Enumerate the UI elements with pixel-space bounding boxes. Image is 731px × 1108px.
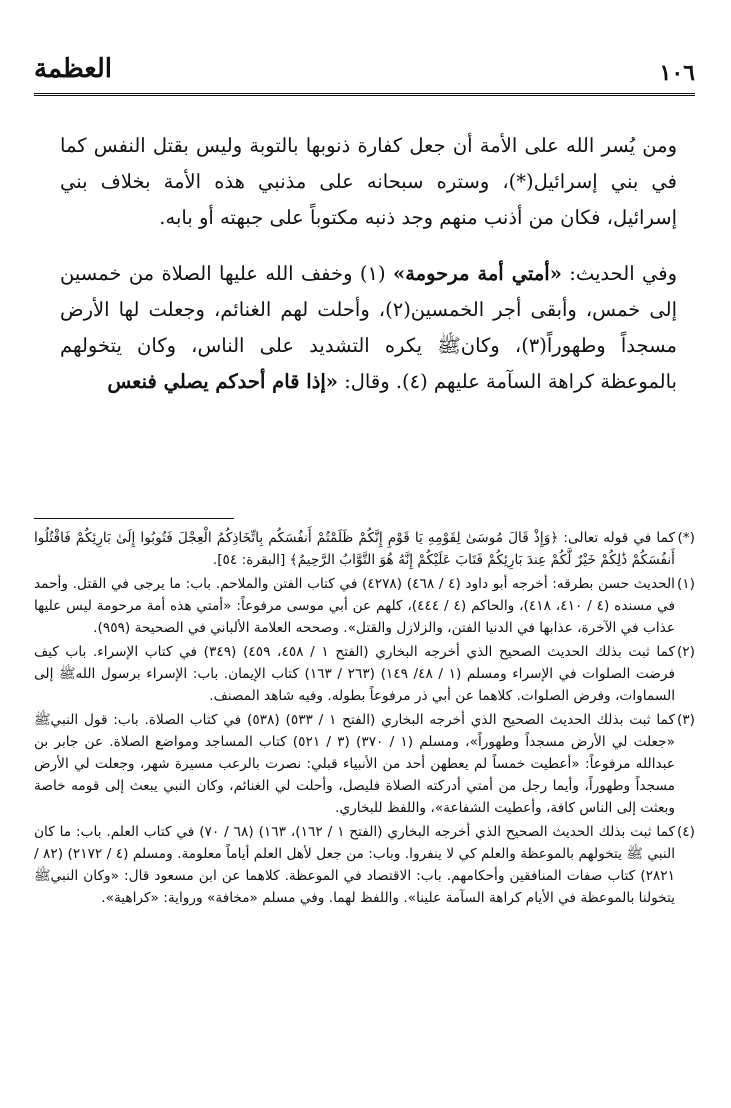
footnote-3 [34, 709, 695, 819]
hadith-quote-1: «أمتي أمة مرحومة» [393, 262, 562, 285]
footnote-4 [34, 821, 695, 909]
page-number: ١٠٦ [659, 60, 695, 86]
footnote-separator [34, 518, 234, 519]
footnote-marker: (١) [676, 576, 695, 592]
footnote-2 [34, 641, 695, 707]
paragraph-2-body: (١) وخفف الله عليها الصلاة من خمسين إلى خمس، وأبقى أجر الخمسين(٢)، وأحلت لهم الغنائم، وجعلت لها الأرض مسجداً وطهوراً(٣)، وكانﷺ يكره التشديد على الناس، وكان يتخولهم بالموعظة كراهة السآمة عليهم (٤). وقال: [60, 262, 677, 393]
footnote-text: كما ثبت بذلك الحديث الصحيح الذي أخرجه البخاري (الفتح ١ / ١٦٢)، ١٦٣) (٦٨ / ٧٠) في كتاب العلم. باب: ما كان النبي ﷺ يتخولهم بالموعظة والعلم كي لا ينفروا. وباب: من جعل لأهل العلم أياماً معلومة. ومسلم (٤ / ٢١٧٢) (٨٢ / ٢٨٢١) كتاب صفات المنافقين وأحكامهم. باب: الاقتصاد في الموعظة. كلاهما عن ابن مسعود قال: «وكان النبيﷺ يتخولنا بالموعظة في الأيام كراهة السآمة علينا». واللفظ لهما. وفي مسلم «مخافة» ورواية: «كراهية». [34, 824, 675, 906]
running-title: العظمة [34, 54, 112, 84]
footnote-marker: (٢) [676, 644, 695, 660]
paragraph-1: ومن يُسر الله على الأمة أن جعل كفارة ذنوبها بالتوبة وليس بقتل النفس كما في بني إسرائيل(*)، وستره سبحانه على مذنبي هذه الأمة بخلاف بني إسرائيل، فكان من أذنب منهم وجد ذنبه مكتوباً على جبهته أو بابه. [60, 134, 677, 229]
footnotes [34, 527, 695, 911]
footnote-marker: (*) [677, 530, 695, 546]
footnote-star [34, 527, 695, 571]
footnote-text: كما ثبت بذلك الحديث الصحيح الذي أخرجه البخاري (الفتح ١ / ٥٣٣) (٥٣٨) في كتاب الصلاة. باب: قول النبيﷺ «جعلت لي الأرض مسجداً وطهوراً»، ومسلم (١ / ٣٧٠) (٣ / ٥٢١) كتاب المساجد ومواضع الصلاة. عن جابر بن عبدالله مرفوعاً: «أعطيت خمساً لم يعطهن أحد من الأنبياء قبلي: نصرت بالرعب مسيرة شهر، وجعلت لي الأرض مسجداً وطهوراً، وأيما رجل من أمتي أدركته الصلاة فليصل، وأحلت لي الغنائم، وكان النبي يبعث إلى قومه خاصة وبعثت إلى الناس كافة، وأعطيت الشفاعة»، واللفظ للبخاري. [34, 712, 675, 816]
footnote-text: الحديث حسن بطرقه: أخرجه أبو داود (٤ / ٤٦٨) (٤٢٧٨) في كتاب الفتن والملاحم. باب: ما يرجى في القتل. وأحمد في مسنده (٤ / ٤١٠، ٤١٨)، والحاكم (٤ / ٤٤٤)، كلهم عن أبي موسى مرفوعاً: «أمتي هذه أمة مرحومة ليس عليها عذاب في الآخرة، عذابها في الدنيا الفتن، والزلازل والقتل». وصححه العلامة الألباني في الصحيحة (٩٥٩). [34, 576, 675, 636]
page-header [34, 52, 695, 96]
footnote-text: كما في قوله تعالى: ﴿وَإِذْ قَالَ مُوسَىٰ لِقَوْمِهِ يَا قَوْمِ إِنَّكُمْ ظَلَمْتُمْ أَنفُسَكُم بِاتِّخَاذِكُمُ الْعِجْلَ فَتُوبُوا إِلَىٰ بَارِئِكُمْ فَاقْتُلُوا أَنفُسَكُمْ ذَٰلِكُمْ خَيْرٌ لَّكُمْ عِندَ بَارِئِكُمْ فَتَابَ عَلَيْكُمْ إِنَّهُ هُوَ التَّوَّابُ الرَّحِيمُ﴾ [البقرة: ٥٤]. [34, 530, 675, 568]
paragraph-2-intro: وفي الحديث: [561, 262, 677, 285]
main-text [60, 128, 677, 420]
footnote-marker: (٣) [676, 712, 695, 728]
footnote-1 [34, 573, 695, 639]
footnote-text: كما ثبت بذلك الحديث الصحيح الذي أخرجه البخاري (الفتح ١ / ٤٥٨، ٤٥٩) (٣٤٩) في كتاب الإسراء. باب كيف فرضت الصلوات في الإسراء ومسلم (١ / ٤٨/ ١٤٩) (٢٦٣ / ١٦٣) كتاب الإيمان. باب: الإسراء برسول اللهﷺ إلى السماوات، وفرض الصلوات. كلاهما عن أبي ذر مرفوعاً بطوله. وفيه شاهد المصنف. [34, 644, 676, 704]
paragraph-2 [60, 256, 677, 400]
hadith-quote-2: «إذا قام أحدكم يصلي فنعس [107, 370, 338, 393]
footnote-marker: (٤) [676, 824, 695, 840]
header-rule [34, 93, 695, 96]
